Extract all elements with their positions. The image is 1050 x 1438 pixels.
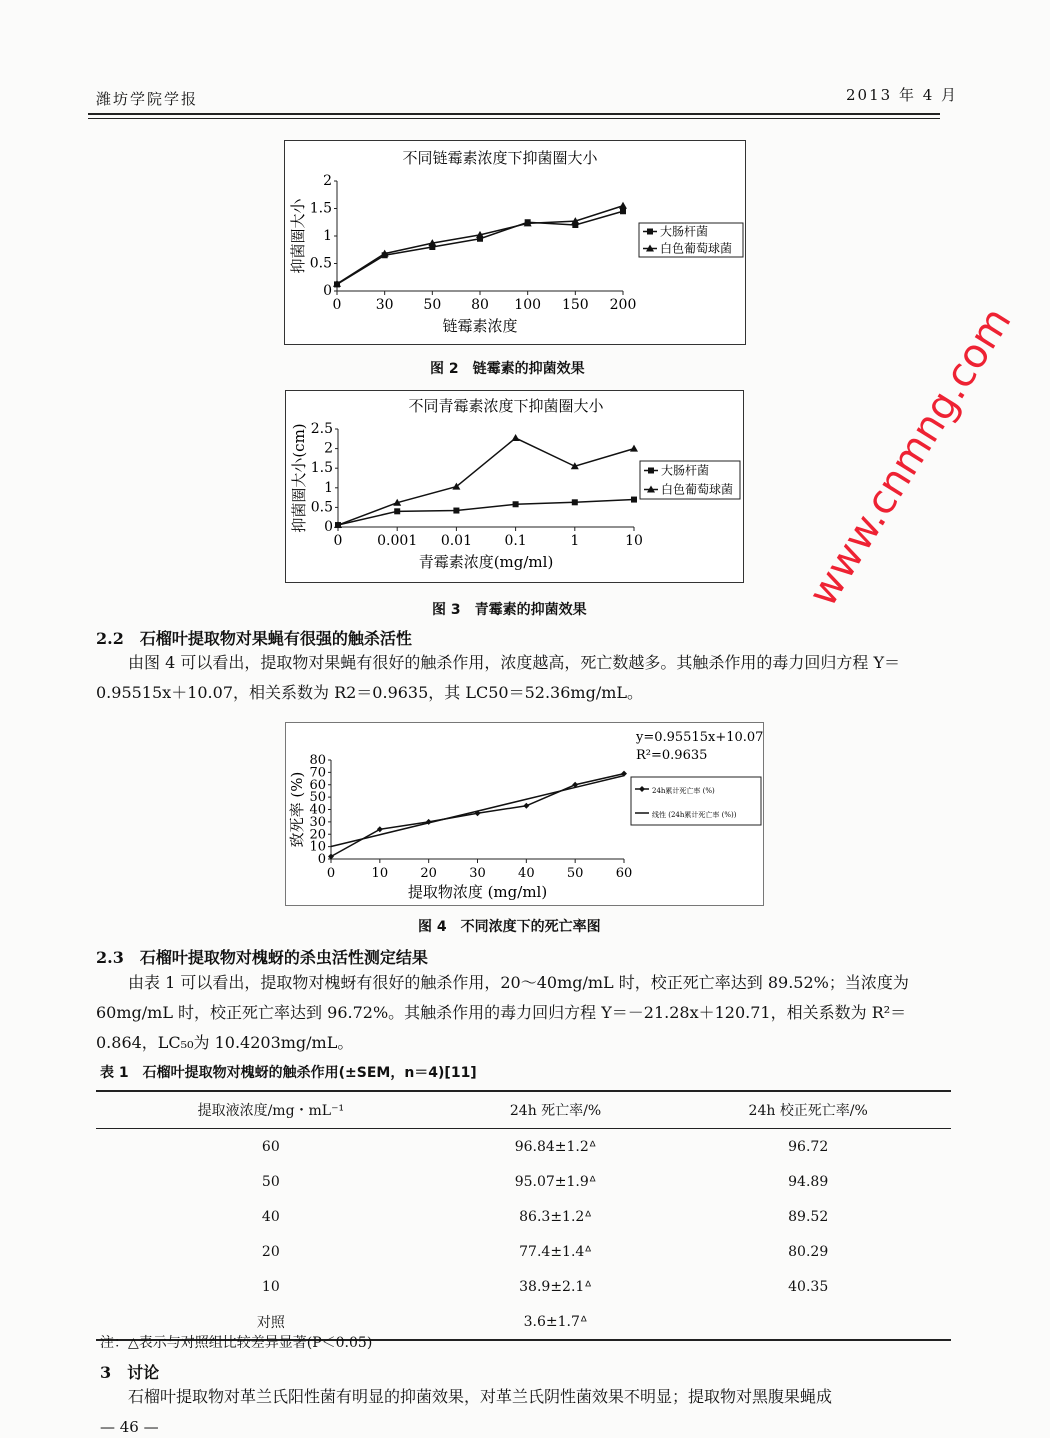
figure-2-caption: 图 2 链霉素的抑菌效果: [430, 361, 585, 377]
chart-title: 不同青霉素浓度下抑菌圈大小: [408, 397, 604, 415]
y-tick-label: 10: [309, 839, 326, 855]
y-tick-label: 2: [323, 173, 332, 189]
table-cell: 94.89: [788, 1173, 829, 1190]
x-axis-label: 提取物浓度 (mg/ml): [407, 883, 548, 901]
y-tick-label: 40: [309, 802, 326, 818]
series-line: [338, 500, 634, 525]
x-tick-label: 30: [375, 297, 394, 313]
table-cell: 40.35: [788, 1278, 829, 1295]
table-row: [96, 1234, 951, 1269]
watermark: www.cnmng.com: [800, 299, 1021, 615]
table-cell: 38.9±2.1ᐞ: [519, 1278, 592, 1295]
table-header: 提取液浓度/mg・mL⁻¹: [96, 1091, 446, 1129]
x-tick-label: 0: [333, 533, 343, 549]
table-1-title: 表 1 石榴叶提取物对槐蚜的触杀作用(±SEM，n＝4)[11]: [100, 1065, 477, 1081]
section-3-title: 3 讨论: [100, 1363, 160, 1382]
x-tick-label: 40: [518, 866, 535, 881]
y-tick-label: 0: [317, 852, 326, 867]
journal-name: 潍坊学院学报: [96, 90, 199, 108]
x-tick-label: 0: [326, 866, 336, 881]
header-rule-thin: [88, 118, 940, 119]
x-tick-label: 20: [420, 866, 437, 881]
figure-3-chart: [285, 390, 744, 583]
y-tick-label: 0.5: [310, 499, 333, 516]
section-2-3-title: 2.3 石榴叶提取物对槐蚜的杀虫活性测定结果: [96, 948, 428, 967]
table-note: 注：△表示与对照组比较差异显著(P＜0.05): [100, 1335, 373, 1351]
table-cell: 96.72: [788, 1138, 829, 1155]
legend-label: 大肠杆菌: [660, 224, 709, 239]
table-cell: 10: [261, 1278, 280, 1295]
x-tick-label: 10: [625, 533, 643, 549]
y-tick-label: 20: [309, 827, 326, 843]
y-axis-label: 致死率 (%): [288, 771, 306, 848]
table-cell: 40: [261, 1208, 280, 1225]
table-row: [96, 1164, 951, 1199]
x-tick-label: 10: [371, 866, 389, 881]
legend-label: 大肠杆菌: [661, 463, 710, 478]
table-cell: 95.07±1.9ᐞ: [514, 1173, 597, 1190]
legend-label: 线性 (24h累计死亡率 (%)): [652, 811, 737, 819]
square-marker: [453, 508, 459, 514]
diamond-marker: [523, 803, 529, 809]
y-tick-label: 2: [324, 440, 333, 457]
y-axis-label: 抑菌圈大小: [289, 198, 307, 274]
table-cell: 20: [261, 1243, 280, 1260]
figure-4-chart: [285, 722, 764, 906]
square-marker: [572, 499, 578, 505]
legend-label: 24h累计死亡率 (%): [652, 787, 715, 795]
y-tick-label: 0: [323, 283, 332, 299]
y-tick-label: 60: [309, 777, 326, 793]
x-tick-label: 0.1: [504, 533, 527, 549]
y-tick-label: 0.5: [309, 255, 332, 272]
square-marker: [631, 497, 637, 503]
regression-annotation: y=0.95515x+10.07: [636, 730, 763, 745]
series-line: [338, 438, 634, 525]
table-cell: 89.52: [788, 1208, 829, 1225]
x-tick-label: 0.001: [377, 533, 418, 549]
square-marker: [513, 501, 519, 507]
x-axis-label: 青霉素浓度(mg/ml): [418, 553, 554, 571]
table-cell: 对照: [96, 1304, 446, 1340]
y-tick-label: 1: [324, 479, 333, 496]
table-cell: 60: [261, 1138, 280, 1155]
x-tick-label: 50: [423, 297, 442, 313]
x-tick-label: 200: [609, 297, 637, 313]
y-tick-label: 1: [323, 228, 332, 244]
table-cell: 96.84±1.2ᐞ: [514, 1138, 597, 1155]
y-tick-label: 50: [309, 790, 326, 806]
table-cell: 50: [261, 1173, 280, 1190]
x-tick-label: 1: [570, 533, 580, 549]
figure-2-chart: [284, 140, 746, 345]
header-rule: [88, 113, 940, 115]
triangle-marker: [619, 202, 627, 209]
series-line: [337, 211, 623, 284]
x-tick-label: 50: [566, 866, 584, 881]
diamond-marker: [377, 826, 383, 832]
chart-title: 不同链霉素浓度下抑菌圈大小: [402, 149, 598, 167]
regression-annotation: R²=0.9635: [636, 748, 708, 763]
series-line: [331, 776, 624, 847]
table-cell: 80.29: [788, 1243, 829, 1260]
x-tick-label: 150: [561, 297, 589, 313]
legend-label: 白色葡萄球菌: [660, 241, 733, 256]
x-tick-label: 0.01: [440, 533, 472, 549]
issue-date: 2013 年 4 月: [846, 86, 959, 104]
square-marker: [620, 208, 626, 214]
table-cell: 77.4±1.4ᐞ: [519, 1243, 592, 1260]
table-row: [96, 1199, 951, 1234]
figure-4-caption: 图 4 不同浓度下的死亡率图: [418, 919, 601, 935]
section-3-text: 石榴叶提取物对革兰氏阳性菌有明显的抑菌效果，对革兰氏阴性菌效果不明显；提取物对黑腹果蝇成: [128, 1387, 833, 1406]
y-tick-label: 1.5: [310, 460, 333, 477]
x-tick-label: 0: [332, 297, 342, 313]
series-line: [337, 206, 623, 284]
y-tick-label: 70: [309, 765, 326, 781]
y-tick-label: 0: [324, 519, 333, 535]
triangle-marker: [512, 434, 520, 441]
section-2-3-text: 由表 1 可以看出，提取物对槐蚜有很好的触杀作用，20～40mg/mL 时，校正死亡率达到 89.52%；当浓度为 60mg/mL 时，校正死亡率达到 96.72%。其触杀作用的毒力回归方程 Y＝－21.28x＋120.71，相关系数为 R²＝0.864，LC₅₀为 10.4203mg/mL。: [96, 973, 909, 1052]
table-row: [96, 1269, 951, 1304]
square-marker: [394, 508, 400, 514]
y-axis-label: 抑菌圈大小(cm): [290, 423, 308, 533]
x-tick-label: 30: [469, 866, 486, 881]
table-header: 24h 校正死亡率/%: [665, 1091, 951, 1129]
table-cell: 3.6±1.7ᐞ: [446, 1304, 666, 1340]
legend-label: 白色葡萄球菌: [661, 482, 734, 497]
square-marker: [648, 468, 654, 474]
table-cell: 86.3±1.2ᐞ: [519, 1208, 592, 1225]
section-2-2-title: 2.2 石榴叶提取物对果蝇有很强的触杀活性: [96, 629, 412, 648]
y-tick-label: 1.5: [309, 200, 332, 217]
x-tick-label: 100: [514, 297, 542, 313]
y-tick-label: 2.5: [310, 421, 333, 437]
x-tick-label: 60: [615, 866, 633, 881]
table-header: 24h 死亡率/%: [446, 1091, 666, 1129]
y-tick-label: 80: [309, 753, 326, 768]
x-tick-label: 80: [471, 297, 489, 313]
square-marker: [647, 229, 653, 235]
section-2-2-text: 由图 4 可以看出，提取物对果蝇有很好的触杀作用，浓度越高，死亡数越多。其触杀作用的毒力回归方程 Y＝0.95515x＋10.07，相关系数为 R2＝0.9635，其 LC50＝52.36mg/mL。: [96, 653, 901, 702]
table-row: [96, 1129, 951, 1165]
x-axis-label: 链霉素浓度: [442, 317, 518, 335]
triangle-marker: [630, 445, 638, 452]
table-cell: [665, 1304, 951, 1340]
page-number: — 46 —: [100, 1418, 159, 1436]
figure-3-caption: 图 3 青霉素的抑菌效果: [432, 602, 587, 618]
table-1: [96, 1090, 951, 1341]
y-tick-label: 30: [309, 814, 326, 830]
